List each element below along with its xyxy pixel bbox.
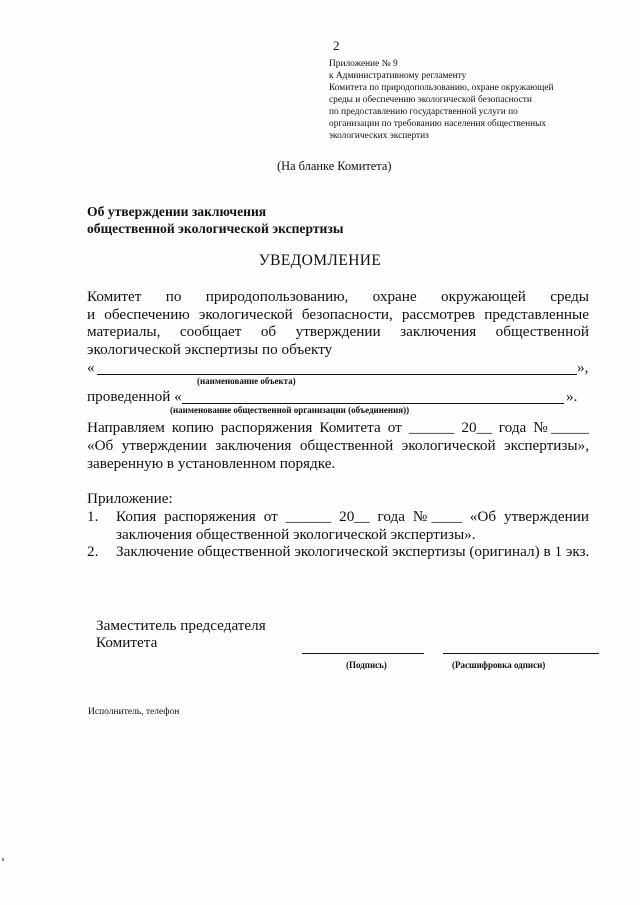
organization-quote-close: ». [566,388,578,405]
organization-name-caption: (наименование общественной организации (объединения)) [170,405,410,415]
attachments-heading: Приложение: [87,490,173,507]
object-name-caption: (наименование объекта) [197,376,296,386]
header-note-line: Приложение № 9 [329,59,398,69]
organization-name-underline [182,403,564,404]
appendix-header-note [329,58,554,142]
scan-artifact [2,858,4,861]
header-note-line: экологических экспертиз [329,131,429,141]
header-note-line: по предоставлению государственной услуги по [329,107,518,117]
attachment-1-line-1: Копия распоряжения от ______ 20__ года №____ «Об утверждении [116,508,589,525]
signatory-position-line-2: Комитета [96,634,158,651]
signatory-position-line-1: Заместитель председателя [96,617,266,634]
attachment-1-line-2: заключения общественной экологической экспертизы». [116,526,476,543]
object-quote-close: », [577,359,589,376]
signature-caption: (Подпись) [346,660,387,670]
paragraph-2-line-3: заверенную в установленном порядке. [87,455,336,472]
header-note-line: среды и обеспечению экологической безопасности [329,95,532,105]
paragraph-1-line-4: экологической экспертизы по объекту [87,341,333,358]
paragraph-1-line-1: Комитет по природопользованию, охране окружающей среды [87,288,589,305]
paragraph-2-line-2: «Об утверждении заключения общественной экологической экспертизы», [87,437,589,454]
signature-line [302,653,424,654]
header-note-line: Комитета по природопользованию, охране окружающей [329,83,554,93]
attachment-2-number: 2. [87,543,99,560]
document-title: УВЕДОМЛЕНИЕ [258,252,382,269]
object-name-underline [97,374,577,375]
attachment-1-number: 1. [87,508,99,525]
conducted-by-label: проведенной « [87,388,182,405]
header-note-line: организации по требованию населения общественных [329,119,547,129]
header-note-line: к Административному регламенту [329,71,467,81]
subject-line-1: Об утверждении заключения [87,204,267,219]
signature-decode-line [443,653,599,654]
letterhead-note: (На бланке Комитета) [277,159,392,173]
page-number: 2 [333,38,340,53]
paragraph-2-line-1: Направляем копию распоряжения Комитета от ______ 20__ года №_____ [87,419,589,436]
attachment-2-text: Заключение общественной экологической экспертизы (оригинал) в 1 экз. [116,543,590,560]
signature-decode-caption: (Расшифровка одписи) [452,660,546,670]
paragraph-1-line-2: и обеспечению экологической безопасности, рассмотрев представленные [87,306,589,323]
document-subject [87,203,343,237]
object-quote-open: « [87,359,95,376]
executor-phone-note: Исполнитель, телефон [88,707,180,717]
paragraph-1-line-3: материалы, сообщает об утверждении заключения общественной [87,323,589,340]
subject-line-2: общественной экологической экспертизы [87,221,344,236]
